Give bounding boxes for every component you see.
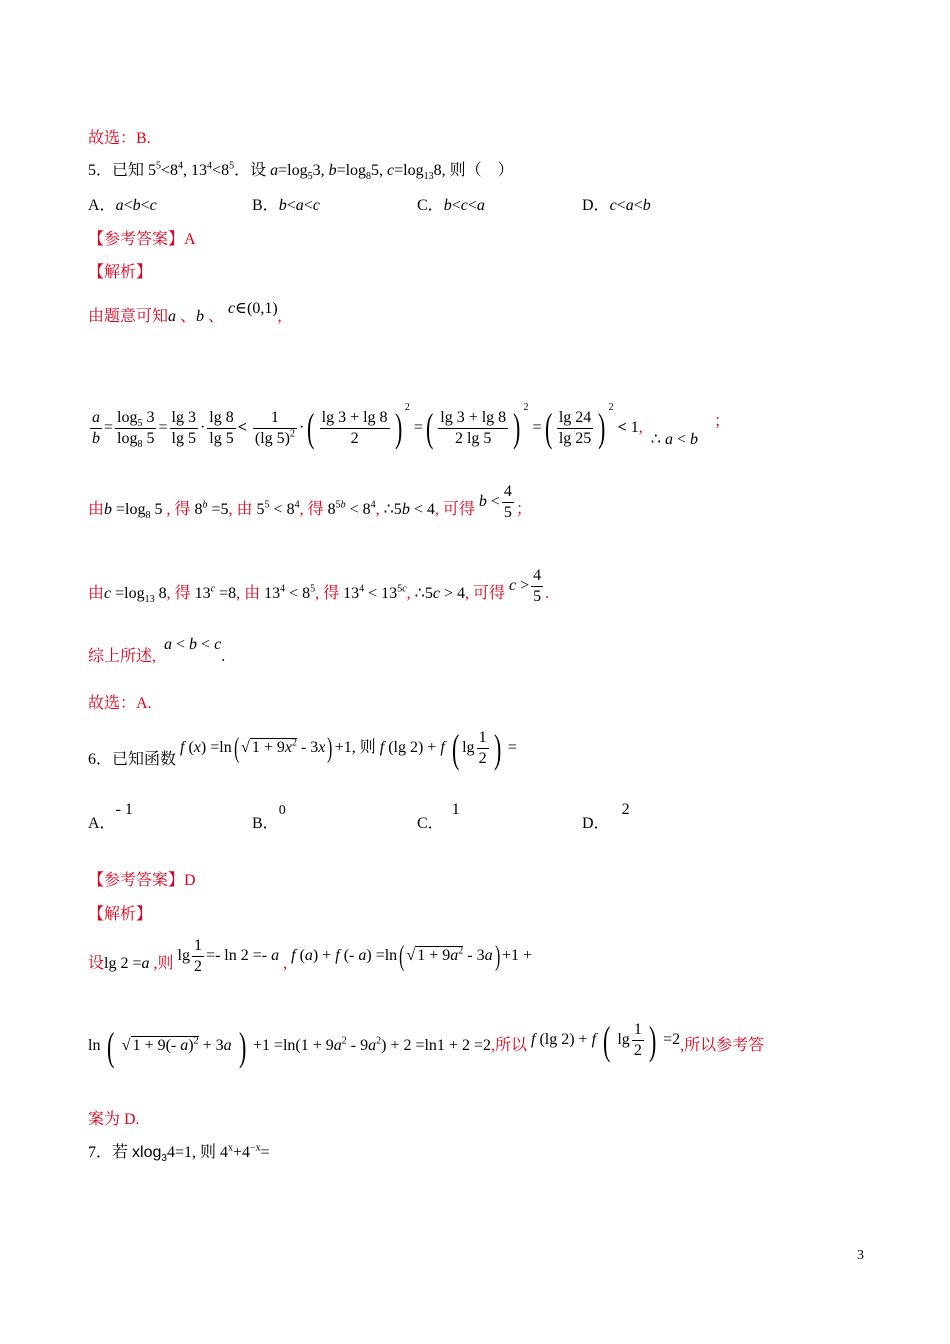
analysis-line-range: 由题意可知a 、b 、 c∈(0,1), <box>88 300 282 325</box>
q6-option-a: A．- 1 <box>88 801 133 832</box>
q5-option-b: B．b<a<c <box>252 197 320 214</box>
analysis-heading-6: 【解析】 <box>88 906 153 923</box>
q6-option-d: D．2 <box>582 801 630 832</box>
answer-heading-5: 【参考答案】A <box>88 231 196 248</box>
q5-option-a: A．a<b<c <box>88 197 157 214</box>
analysis-ratio-chain: $\frac{a}{b}$ = $\frac{\log_5 3}{\log_8 5}$ = $\frac{\lg 3}{\lg 5}$ · $\frac{\lg 8}{\lg 5}$ < $\frac{1}{(\lg 5)^2}$ ·( $\frac{\lg 3 + \lg 8}{2}$ ) $^2$ =( $\frac{\lg 3 + \lg 8}{2 \lg 5}$ ) $^2$ =( $\frac{\lg 24}{\lg 25}$ ) $^2$ < 1, ∴ a < b； <box>92 402 730 451</box>
conclusion-a: 故选：A. <box>88 695 152 712</box>
question-6: 6．已知函数 f (x) =ln( √ $1 + 9x^2 - 3x) +1$, 则 f (lg 2) + f ( lg $\frac{1}{2}$ ) = <box>88 725 517 771</box>
analysis-heading-5: 【解析】 <box>88 264 153 281</box>
q6-option-c: C．1 <box>417 801 460 832</box>
q5-option-d: D．c<a<b <box>582 197 651 214</box>
analysis-line-ln: ln ( √ 1 + 9(- a)$^2$ + 3a ) $+1 =\ln(1 + 9a^2 - 9a^2) + 2 =\ln 1 + 2 =2$,所以 f (lg 2) + f ( lg $\frac{1}{2}$ ) =2,所以参考答 <box>88 1017 765 1069</box>
answer-heading-6: 【参考答案】D <box>88 872 196 889</box>
page-number: 3 <box>857 1248 864 1263</box>
conclusion-b: 故选：B. <box>88 130 151 147</box>
question-5: 5．已知 $5^5<8^4$, $13^4<8^5$．设 $a=\log_53$, $b=\log_85$, $c=\log_{13}8$, 则（ ） <box>88 160 514 183</box>
analysis-line-set: 设lg 2 =a ,则 lg $\frac{1}{2}$ =- ln 2 =- a , f (a) + f (- a) =ln( √ $1 + 9a^2 - 3a) +1$ + <box>88 937 532 975</box>
analysis-answer-end: 案为 D. <box>88 1111 140 1128</box>
q5-option-c: C．b<c<a <box>417 197 485 214</box>
question-7: 7．若 xlog$_3$4=1, 则 $4^x+4^{-x}=$ <box>88 1142 270 1165</box>
analysis-line-b: 由$b =\log_8$ 5 , 得 $8^b =5$, 由 $5^5 < 8^4$, 得 $8^{5b} < 8^4$, ∴5b < 4, 可得 b < $\frac{4}{5}$ ； <box>88 483 532 522</box>
analysis-summary: 综上所述, a < b < c. <box>88 636 226 665</box>
q6-option-b: B．0 <box>252 803 286 832</box>
analysis-line-c: 由$c =\log_{13}$ 8, 得 $13^c =8$, 由 $13^4 < 8^5$, 得 $13^4 < 13^{5c}$, ∴5c > 4, 可得 c > $\frac{4}{5}$ . <box>88 567 550 606</box>
